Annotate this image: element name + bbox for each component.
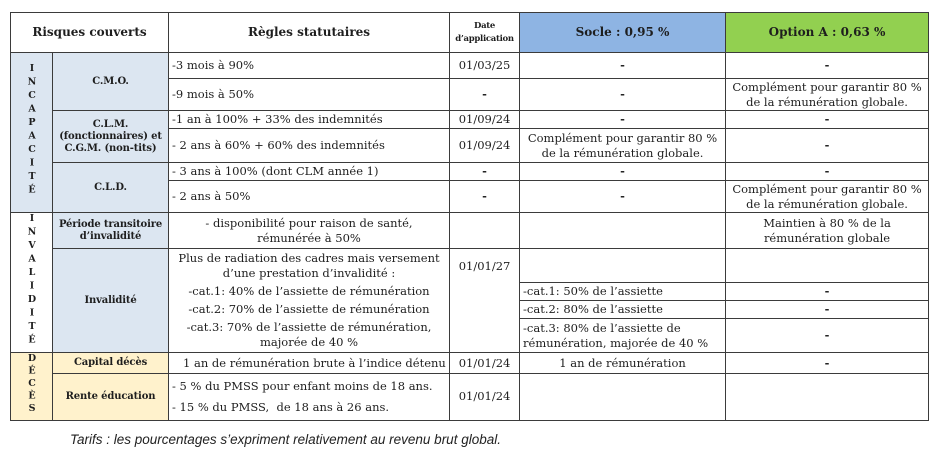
header-date [450, 13, 520, 53]
empty-cell [726, 249, 929, 283]
risk-label-invalidite: Invalidité [53, 249, 169, 353]
section-incapacite [11, 53, 53, 213]
socle-cell: 1 an de rémunération [520, 353, 726, 374]
option-cell: - [726, 129, 929, 163]
regle-cell [169, 374, 450, 420]
risk-label-rente-education: Rente éducation [53, 374, 169, 420]
risk-label-line: C.G.M. (non-tits) [64, 142, 157, 154]
socle-cell: - [520, 111, 726, 129]
date-cell: - [450, 181, 520, 213]
section-label-incapacite: INCAPACITÉ [26, 63, 38, 198]
socle-cell: -cat.3: 80% de l’assiette de rémunération, majorée de 40 % [520, 319, 726, 353]
option-cell: - [726, 319, 929, 353]
regle-cell: -cat.3: 70% de l’assiette de rémunération, majorée de 40 % [169, 319, 450, 353]
regle-line: - 5 % du PMSS pour enfant moins de 18 ans. [172, 378, 433, 393]
section-deces [11, 353, 53, 421]
option-cell: - [726, 53, 929, 79]
section-invalidite [11, 213, 53, 353]
date-cell: 01/09/24 [450, 129, 520, 163]
header-option: Option A : 0,63 % [726, 13, 929, 53]
section-label-invalidite: INVALIDITÉ [26, 213, 38, 348]
coverage-table [10, 12, 929, 421]
empty-cell [520, 374, 726, 420]
date-cell: 01/01/27 [450, 249, 520, 353]
regle-cell: - 3 ans à 100% (dont CLM année 1) [169, 163, 450, 181]
socle-cell: - [520, 181, 726, 213]
socle-cell: Complément pour garantir 80 % de la rémunération globale. [520, 129, 726, 163]
regle-cell: -1 an à 100% + 33% des indemnités [169, 111, 450, 129]
header-socle: Socle : 0,95 % [520, 13, 726, 53]
header-regles: Règles statutaires [169, 13, 450, 53]
socle-cell: - [520, 53, 726, 79]
date-cell: - [450, 163, 520, 181]
date-cell: 01/09/24 [450, 111, 520, 129]
risk-label-cmo: C.M.O. [53, 53, 169, 111]
socle-cell: -cat.2: 80% de l’assiette [520, 301, 726, 319]
regle-cell: -9 mois à 50% [169, 79, 450, 111]
header-risques: Risques couverts [11, 13, 169, 53]
empty-cell [450, 213, 520, 249]
table-row [11, 111, 929, 129]
date-cell: 01/03/25 [450, 53, 520, 79]
risk-label-line: Période transitoire [58, 218, 163, 230]
table-row [11, 53, 929, 79]
risk-label-periode-transitoire [53, 213, 169, 249]
option-cell: - [726, 111, 929, 129]
risk-label-cld: C.L.D. [53, 163, 169, 213]
regle-cell: Plus de radiation des cadres mais versement d’une prestation d’invalidité : [169, 249, 450, 283]
table-row [11, 353, 929, 374]
regle-cell: 1 an de rémunération brute à l’indice détenu [169, 353, 450, 374]
empty-cell [520, 213, 726, 249]
table-row [11, 163, 929, 181]
regle-cell: -3 mois à 90% [169, 53, 450, 79]
regle-cell: -cat.1: 40% de l’assiette de rémunération [169, 283, 450, 301]
option-cell: - [726, 283, 929, 301]
regle-cell: - 2 ans à 60% + 60% des indemnités [169, 129, 450, 163]
table-row [11, 249, 929, 283]
regle-cell: - disponibilité pour raison de santé, rémunérée à 50% [169, 213, 450, 249]
date-cell: 01/01/24 [450, 374, 520, 420]
date-cell: - [450, 79, 520, 111]
socle-cell: - [520, 163, 726, 181]
risk-label-line: d’invalidité [79, 230, 142, 242]
option-cell: Complément pour garantir 80 % de la rémunération globale. [726, 79, 929, 111]
option-cell: Maintien à 80 % de la rémunération globale [726, 213, 929, 249]
footnote: Tarifs : les pourcentages s’expriment relativement au revenu brut global. [70, 432, 501, 447]
option-cell: - [726, 353, 929, 374]
table-row [11, 213, 929, 249]
regle-line: - 15 % du PMSS, de 18 ans à 26 ans. [172, 399, 390, 414]
risk-label-line: C.L.M. [92, 118, 129, 130]
option-cell: Complément pour garantir 80 % de la rémunération globale. [726, 181, 929, 213]
risk-label-line: (fonctionnaires) et [59, 130, 162, 142]
risk-label-capital-deces: Capital décès [53, 353, 169, 374]
header-date-line: Date [474, 20, 496, 31]
date-cell: 01/01/24 [450, 353, 520, 374]
empty-cell [520, 249, 726, 283]
socle-cell: -cat.1: 50% de l’assiette [520, 283, 726, 301]
regle-cell: - 2 ans à 50% [169, 181, 450, 213]
header-row [11, 13, 929, 53]
table-row [11, 374, 929, 420]
regle-cell: -cat.2: 70% de l’assiette de rémunération [169, 301, 450, 319]
option-cell: - [726, 163, 929, 181]
option-cell: - [726, 301, 929, 319]
empty-cell [726, 374, 929, 420]
socle-cell: - [520, 79, 726, 111]
risk-label-clm-cgm [53, 111, 169, 163]
section-label-deces: DÉCÈS [26, 353, 38, 416]
header-date-line: d’application [455, 33, 514, 44]
